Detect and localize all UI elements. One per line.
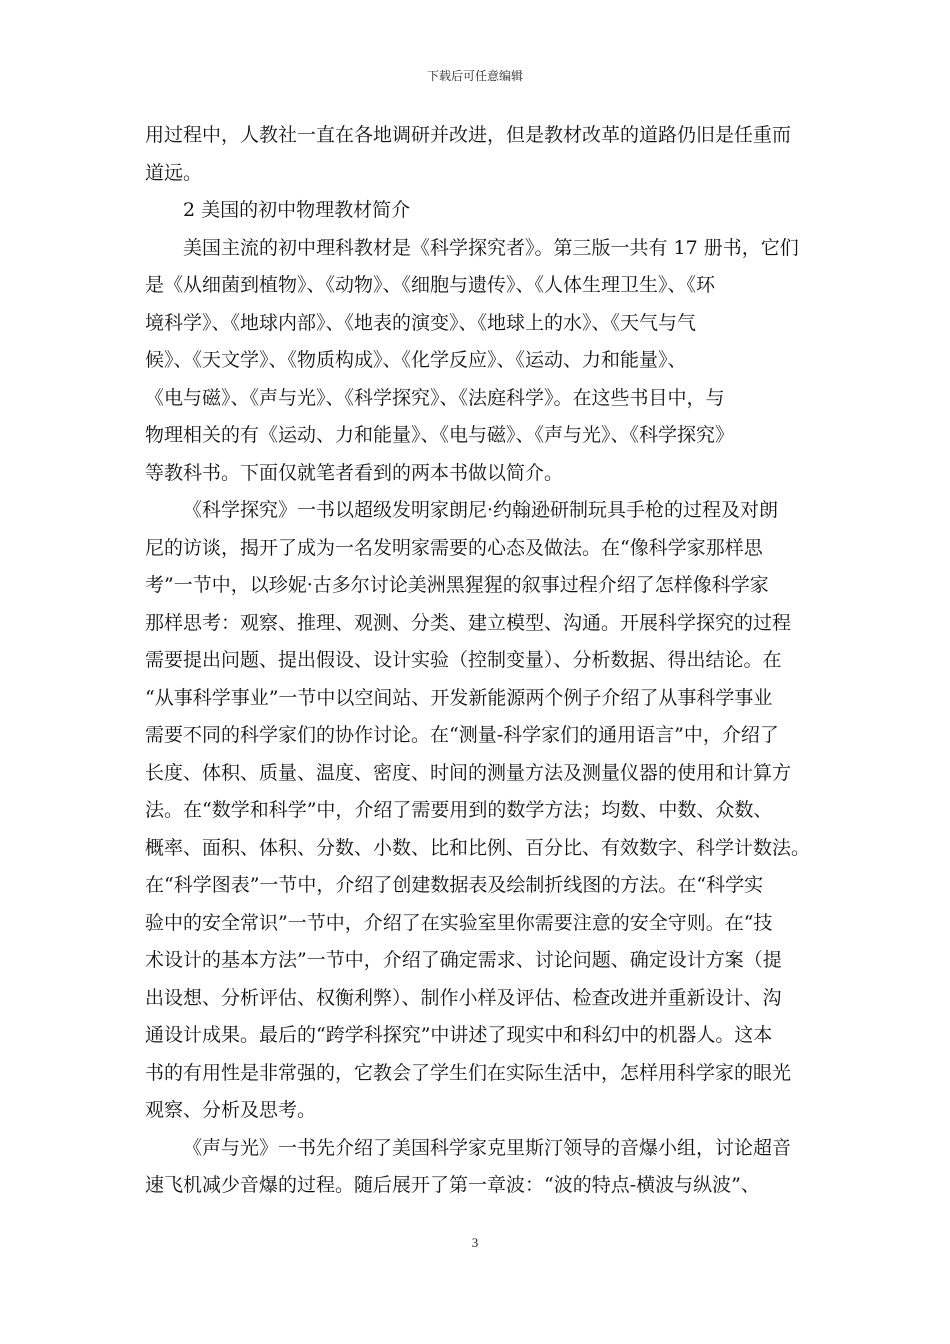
text-line: 术设计的基本方法”一节中，介绍了确定需求、讨论问题、确定设计方案（提	[145, 949, 782, 971]
text-line: 等教科书。下面仅就笔者看到的两本书做以简介。	[145, 461, 564, 484]
text-line: 出设想、分析评估、权衡利弊）、制作小样及评估、检查改进并重新设计、沟	[145, 986, 782, 1009]
text-line: 《电与磁》、《声与光》、《科学探究》、《法庭科学》。在这些书目中，与	[145, 386, 725, 409]
text-line: 概率、面积、体积、分数、小数、比和比例、百分比、有效数字、科学计数法。	[145, 836, 811, 859]
page-number: 3	[471, 1235, 479, 1250]
text-line: 考”一节中，以珍妮·古多尔讨论美洲黑猩猩的叙事过程介绍了怎样像科学家	[145, 574, 769, 596]
text-line: 需要提出问题、提出假设、设计实验（控制变量）、分析数据、得出结论。在	[145, 649, 782, 671]
text-line: 通设计成果。最后的“跨学科探究”中讲述了现实中和科幻中的机器人。这本	[145, 1024, 773, 1046]
text-line: 法。在“数学和科学”中，介绍了需要用到的数学方法；均数、中数、众数、	[145, 799, 773, 821]
text-line: 验中的安全常识”一节中，介绍了在实验室里你需要注意的安全守则。在“技	[145, 911, 773, 934]
text-line: 那样思考：观察、推理、观测、分类、建立模型、沟通。开展科学探究的过程	[145, 611, 792, 634]
text-line: 用过程中，人教社一直在各地调研并改进，但是教材改革的道路仍旧是任重而	[145, 124, 792, 146]
text-line: 长度、体积、质量、温度、密度、时间的测量方法及测量仪器的使用和计算方	[145, 761, 792, 784]
text-line: 观察、分析及思考。	[145, 1099, 317, 1121]
text-line: 需要不同的科学家们的协作讨论。在“测量-科学家们的通用语言”中，介绍了	[145, 724, 779, 746]
text-line: 尼的访谈，揭开了成为一名发明家需要的心态及做法。在“像科学家那样思	[145, 536, 763, 559]
text-line: 书的有用性是非常强的，它教会了学生们在实际生活中，怎样用科学家的眼光	[145, 1061, 792, 1084]
text-line: 道远。	[145, 161, 203, 184]
text-line: 是《从细菌到植物》、《动物》、《细胞与遗传》、《人体生理卫生》、《环	[145, 274, 716, 296]
text-line: “从事科学事业”一节中以空间站、开发新能源两个例子介绍了从事科学事业	[145, 686, 773, 709]
text-line: 物理相关的有《运动、力和能量》、《电与磁》、《声与光》、《科学探究》	[145, 424, 735, 446]
section-heading: 2 美国的初中物理教材简介	[183, 199, 411, 221]
text-line: 候》、《天文学》、《物质构成》、《化学反应》、《运动、力和能量》、	[145, 349, 687, 371]
text-line: 《科学探究》一书以超级发明家朗尼·约翰逊研制玩具手枪的过程及对朗	[183, 499, 779, 521]
text-line: 《声与光》一书先介绍了美国科学家克里斯汀领导的音爆小组，讨论超音	[183, 1136, 792, 1159]
text-line: 美国主流的初中理科教材是《科学探究者》。第三版一共有 17 册书，它们	[183, 236, 799, 259]
page-header: 下载后可任意编辑	[426, 69, 523, 83]
body-text	[145, 117, 810, 1205]
text-line: 在“科学图表”一节中，介绍了创建数据表及绘制折线图的方法。在“科学实	[145, 874, 764, 896]
text-line: 速飞机减少音爆的过程。随后展开了第一章波：“波的特点-横波与纵波”、	[145, 1174, 760, 1196]
text-line: 境科学》、《地球内部》、《地表的演变》、《地球上的水》、《天气与气	[145, 311, 697, 334]
